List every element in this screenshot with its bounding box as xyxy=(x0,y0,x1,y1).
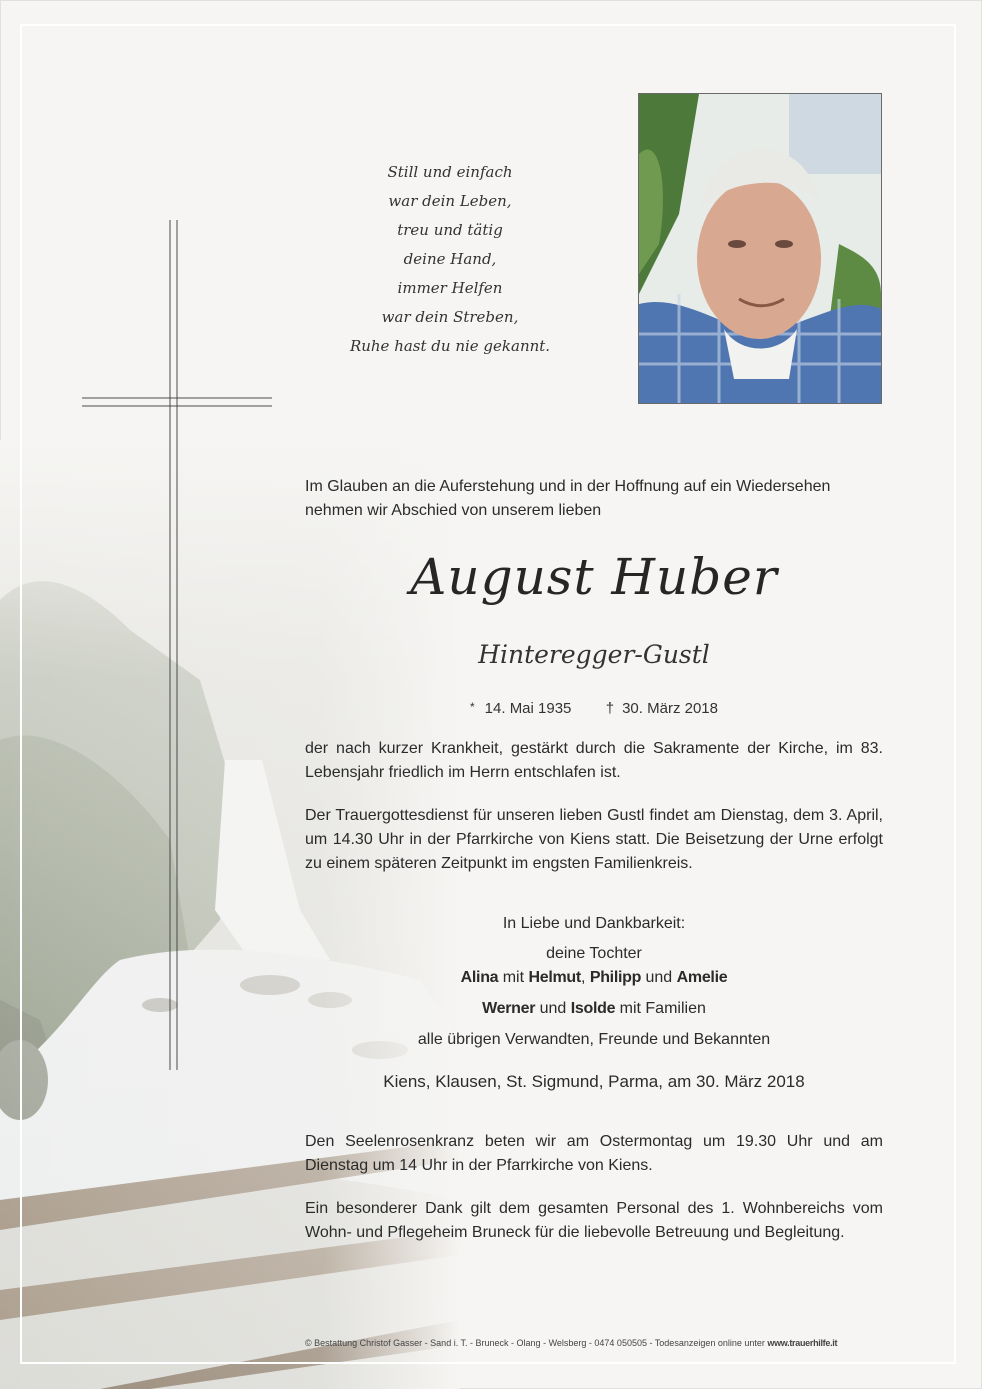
place-and-date: Kiens, Klausen, St. Sigmund, Parma, am 30. März 2018 xyxy=(383,1072,805,1091)
signature-relatives-line: alle übrigen Verwandten, Freunde und Bekannten xyxy=(417,1031,771,1048)
connector-text: und xyxy=(535,1000,571,1017)
quote-line: Ruhe hast du nie gekannt. xyxy=(349,337,551,355)
footer-credits xyxy=(305,1338,935,1348)
family-name: Isolde xyxy=(570,1000,616,1017)
quote-line: war dein Streben, xyxy=(381,308,519,326)
funeral-service-paragraph: Der Trauergottesdienst für unseren lieben Gustl findet am Dienstag, dem 3. April, um 14.30 Uhr in der Pfarrkirche von Kiens statt. Die Beisetzung der Urne erfolgt zu einem späteren Zeitpunkt im engsten Familienkreis. xyxy=(305,807,883,872)
memorial-quote xyxy=(330,158,570,361)
signature-daughter-label: deine Tochter xyxy=(546,945,642,962)
signature-family-line xyxy=(305,966,883,990)
cross-icon xyxy=(82,220,272,1070)
death-symbol: † xyxy=(605,700,615,717)
quote-line: treu und tätig xyxy=(397,221,503,239)
birth-symbol: * xyxy=(470,700,475,714)
deceased-name: August Huber xyxy=(410,548,778,606)
signature-heading: In Liebe und Dankbarkeit: xyxy=(502,915,686,932)
family-name: Helmut xyxy=(528,969,581,986)
quote-line: immer Helfen xyxy=(397,279,503,297)
connector-text: mit xyxy=(498,969,529,986)
footer-text: © Bestattung Christof Gasser - Sand i. T. - Bruneck - Olang - Welsberg - 0474 050505 - Todesanzeigen online unter xyxy=(305,1338,768,1348)
birth-date: 14. Mai 1935 xyxy=(484,700,572,717)
family-name: Werner xyxy=(482,1000,536,1017)
quote-line: deine Hand, xyxy=(403,250,497,268)
connector-text: mit Familien xyxy=(615,1000,706,1017)
signature-family-line xyxy=(305,997,883,1021)
family-name: Philipp xyxy=(589,969,642,986)
portrait-photo xyxy=(638,93,882,404)
passing-paragraph: der nach kurzer Krankheit, gestärkt durch die Sakramente der Kirche, im 83. Lebensjahr friedlich im Herrn entschlafen ist. xyxy=(305,740,883,781)
death-date: 30. März 2018 xyxy=(622,700,718,717)
deceased-nickname: Hinteregger-Gustl xyxy=(478,640,710,669)
intro-text: Im Glauben an die Auferstehung und in der Hoffnung auf ein Wiedersehen nehmen wir Abschied von unserem lieben xyxy=(305,478,831,519)
family-name: Amelie xyxy=(676,969,728,986)
thanks-paragraph: Ein besonderer Dank gilt dem gesamten Personal des 1. Wohnbereichs vom Wohn- und Pflegeheim Bruneck für die liebevolle Betreuung und Begleitung. xyxy=(305,1200,883,1241)
connector-text: und xyxy=(641,969,677,986)
rosary-paragraph: Den Seelenrosenkranz beten wir am Ostermontag um 19.30 Uhr und am Dienstag um 14 Uhr in der Pfarrkirche von Kiens. xyxy=(305,1133,883,1174)
quote-line: Still und einfach xyxy=(387,163,513,181)
life-dates xyxy=(305,700,883,717)
connector-text: , xyxy=(580,969,590,986)
footer-link[interactable]: www.trauerhilfe.it xyxy=(767,1338,838,1348)
family-name: Alina xyxy=(460,969,499,986)
quote-line: war dein Leben, xyxy=(388,192,512,210)
